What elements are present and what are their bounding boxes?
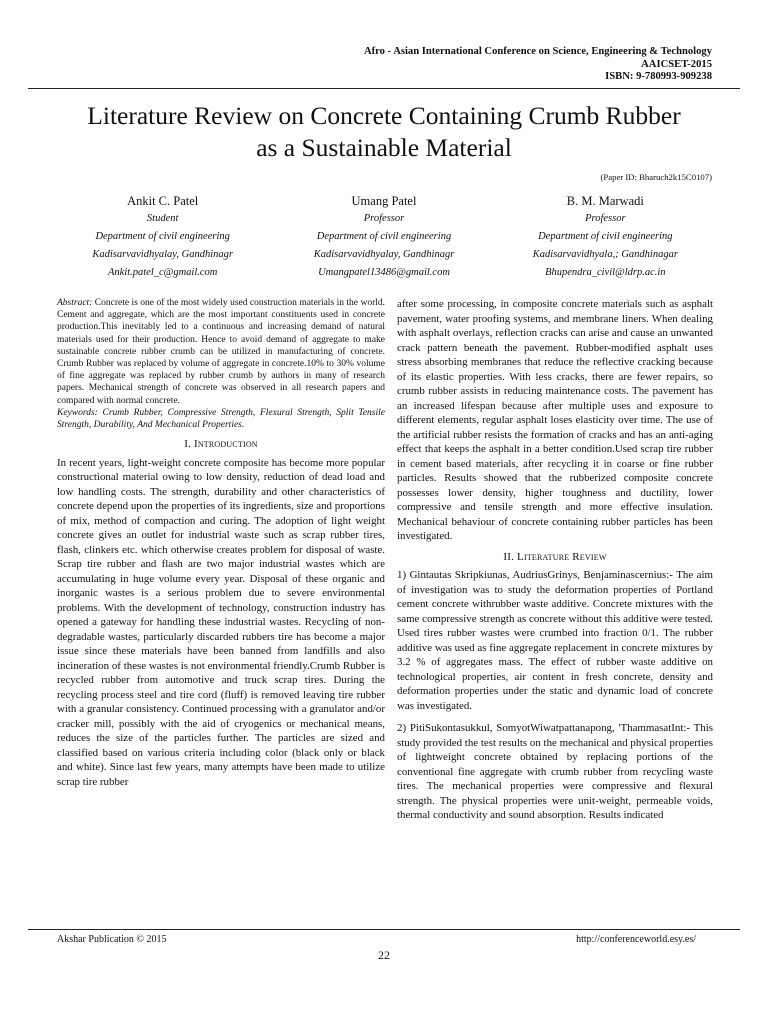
conference-url[interactable]: http://conferenceworld.esy.es/ <box>576 934 696 945</box>
author-dept: Department of civil engineering <box>316 231 452 242</box>
isbn: ISBN: 9-780993-909238 <box>605 71 712 83</box>
author-role: Professor <box>585 213 626 224</box>
introduction-text: In recent years, light-weight concrete composite has become more popular constructional material owing to low density, reduction of dead load and low handling costs. The strength, durability and other characteristics of concrete depend upon the properties of its ingredients, size and proportions of mix, method of compaction and curing. The adoption of light weight concrete gives an outlet for industrial waste such as scrap rubber tires, flash, clinkers etc. which otherwise creates problem for disposal of waste. Scrap tire rubber and flash are two major industrial wastes which are accumulating in huge volume every year. Disposal of these organic and inorganic wastes is a serious problem due to severe environmental problems. With the development of technology, construction industry has opened a gateway for handling these industrial wastes. Recycling of non-degradable wastes, particularly discarded rubbers tire has become a major issue since these materials have been banned from landfills and also incineration of these wastes is not environmental friendly.Crumb Rubber is recycled rubber from automotive and truck scrap tires. During the recycling process steel and tire cord (fluff) is removed leaving tire rubber with a granular consistency. Continued processing with a granulator and/or cracker mill, possibly with the aid of cryogenics or mechanical means, reduces the size of the particles further. The particles are sized and classified based on various criteria including color (black only or black and white). Since last few years, many attempts have been made to utilize scrap tire rubber <box>57 456 385 788</box>
author-email: Bhupendra_civil@ldrp.ac.in <box>545 267 666 278</box>
author-role: Professor <box>363 213 405 224</box>
introduction-continuation: after some processing, in composite concrete materials such as asphalt pavement, water proofing systems, and membrane liners. When dealing with asphalt overlays, reflection cracks can arise and cause an unwanted crack pattern beneath the pavement. Rubber-modified asphalt uses stress absorbing membranes that reduce the reflective cracking because of its elastic properties. With less cracks, there are fewer repairs, so crumb rubber assists in reducing maintenance costs. The pavement has an increased lifespan because after multiple uses and exposure to different elements, regular asphalt loses elasticity over time. The use of the artificial rubber resists the formation of cracks and has an anti-aging effect that keeps the asphalt in a better condition.Used scrap tire rubber in cement based materials, after recycling it in coarse or fine rubber particles. Results showed that the rubberized composite concrete possesses lower density, higher toughness and ductility, lower compressive and tensile strength and more effective insulation. Mechanical behaviour of concrete containing rubber particles has been investigated. <box>397 298 713 542</box>
abstract-text: Concrete is one of the most widely used construction materials in the world. Cement and aggregate, which are the most important constituents used in concrete production.This inevitably led to a continuous and increasing demand of natural materials used for their production. Hence to avoid demand of aggregate to make sustainable concrete rubber crumb can be utilized in manufacturing of concrete. Crumb Rubber was replaced by volume of aggregate in concrete.10% to 30% volume of fine aggregate was replaced by rubber crumb by authors in many of research papers. Mechanical strength of concrete was observed in all research papers and compared with normal concrete. <box>57 298 385 406</box>
left-column <box>57 297 385 789</box>
paper-id: (Paper ID: Bharuch2k15C0107) <box>600 172 712 182</box>
authors-block <box>52 192 716 282</box>
author-name: B. M. Marwadi <box>566 194 644 208</box>
title-line-2: as a Sustainable Material <box>256 133 512 162</box>
author-email: Ankit.patel_c@gmail.com <box>107 267 218 278</box>
author-name: Umang Patel <box>351 194 417 208</box>
section-heading-literature-review: II. Literature Review <box>503 550 607 563</box>
review-item-1: 1) Gintautas Skripkiunas, AudriusGrinys, Benjaminascernius:- The aim of investigation was to study the deformation properties of Portland cement concrete withrubber waste additive. Concrete mixtures with the same compressive strength as concrete without this additive were tested. Used tires rubber wastes were crumbed into fraction 0/1. The rubber additive was used as fine aggregate replacement in concrete mixtures by 3.2 % of aggregates mass. The effect of rubber waste additive on technological properties, air content in fresh concrete, density and deformation properties under the static and dynamic load of concrete was investigated. <box>397 569 713 712</box>
author-email: Umangpatel13486@gmail.com <box>318 267 450 278</box>
author-role: Student <box>146 213 179 224</box>
author-affiliation: Kadisarvavidhyalay, Gandhinagr <box>92 249 233 260</box>
author-affiliation: Kadisarvavidhyala,; Gandhinagar <box>532 249 678 260</box>
publisher: Akshar Publication © 2015 <box>57 934 167 945</box>
page-number: 22 <box>378 948 390 962</box>
author-affiliation: Kadisarvavidhyalay, Gandhinagr <box>313 249 455 260</box>
conference-acronym: AAICSET-2015 <box>641 58 712 70</box>
abstract-label: Abstract: <box>57 298 93 308</box>
author-3 <box>495 192 716 282</box>
abstract <box>57 297 385 407</box>
author-dept: Department of civil engineering <box>538 231 673 242</box>
paragraph-gap <box>397 713 713 721</box>
section-heading-introduction: I. Introduction <box>184 438 258 451</box>
conference-name: Afro - Asian International Conference on Science, Engineering & Technology <box>363 46 712 57</box>
header-rule <box>28 88 740 89</box>
paper-title <box>40 100 728 164</box>
title-line-1: Literature Review on Concrete Containing Crumb Rubber <box>87 101 681 130</box>
footer-rule <box>28 929 740 930</box>
author-2 <box>273 192 494 282</box>
author-1 <box>52 192 273 282</box>
right-column <box>397 297 713 823</box>
author-dept: Department of civil engineering <box>95 231 230 242</box>
keywords: Keywords: Crumb Rubber, Compressive Strength, Flexural Strength, Split Tensile Strength, Durability, And Mechanical Properties. <box>57 407 385 431</box>
conference-header <box>364 46 712 84</box>
author-name: Ankit C. Patel <box>127 194 199 208</box>
review-item-2: 2) PitiSukontasukkul, SomyotWiwatpattanapong, 'ThammasatInt:- This study provided the test results on the mechanical and physical properties of lightweight concrete obtained by replacing portions of the conventional fine aggregate with crumb rubber from recycling waste tires. The mechanical properties were compressive and flexural strength. The physical properties were unit-weight, permeable voids, thermal conductivity and sound absorption. Results indicated <box>397 722 713 821</box>
